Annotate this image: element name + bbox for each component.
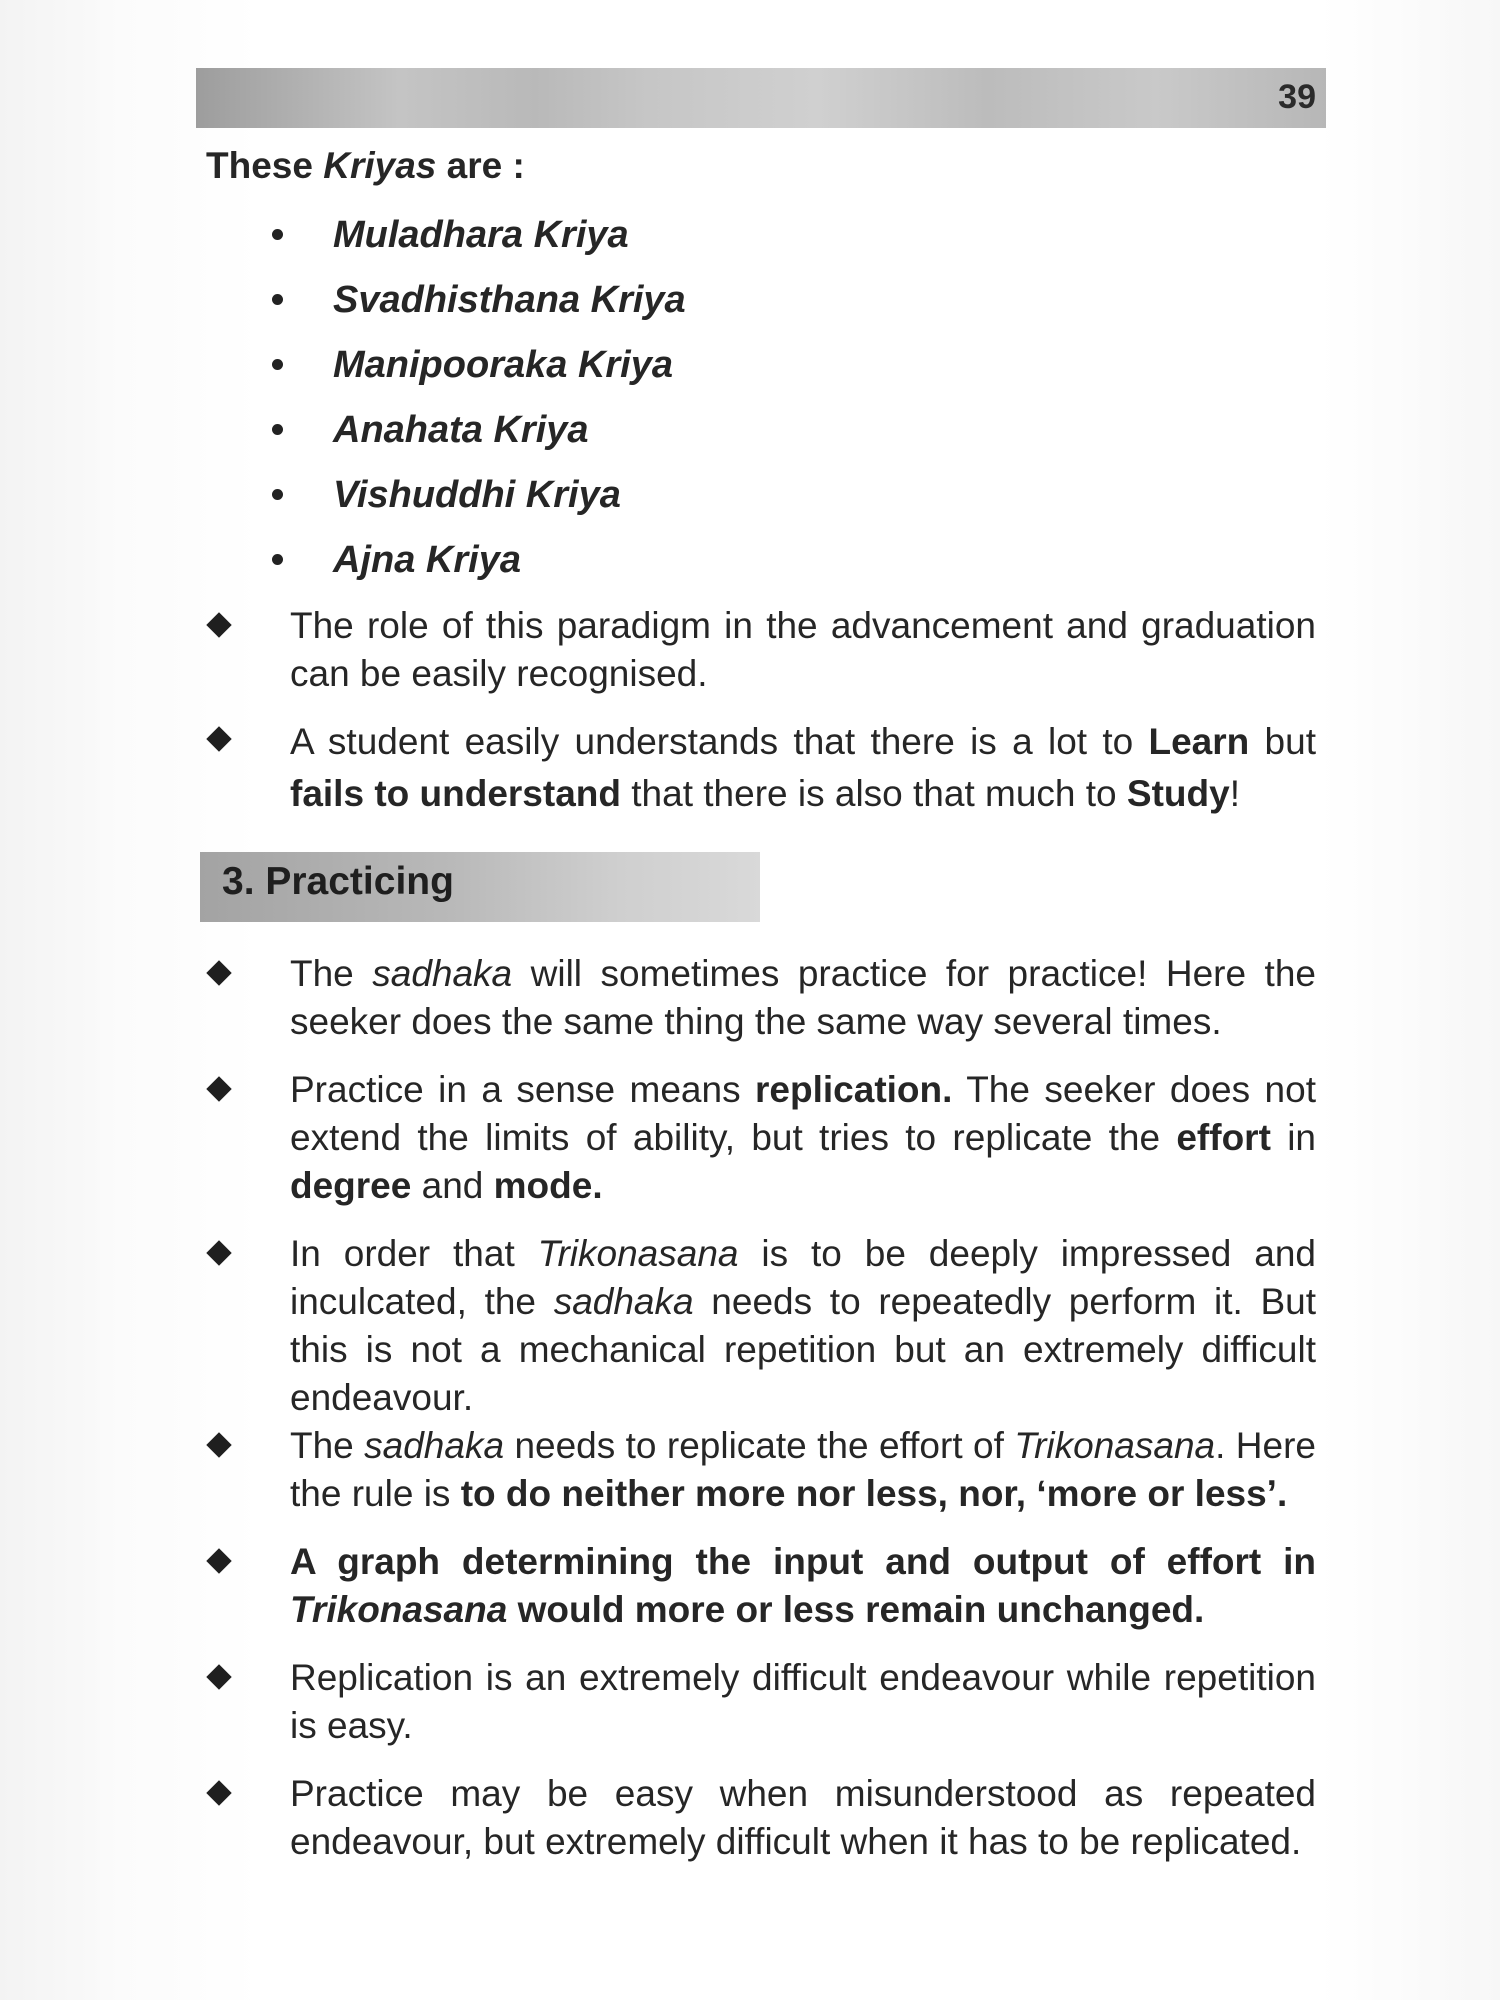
list-item <box>200 1230 1316 1422</box>
list-item <box>200 716 1316 820</box>
diamond-bullet-icon <box>206 960 231 985</box>
bullet-dot-icon <box>272 294 283 305</box>
text-run: A student easily understands that there is a lot to <box>290 721 1149 762</box>
kriya-item <box>272 397 686 462</box>
kriya-item <box>272 332 686 397</box>
kriya-label: Manipooraka Kriya <box>333 343 673 386</box>
section-title: 3. Practicing <box>222 860 454 903</box>
bold-run: Study <box>1126 773 1230 814</box>
italic-run: Trikonasana <box>1014 1425 1216 1466</box>
list-item <box>200 1654 1316 1750</box>
text-run: is to be deeply impressed and inculcated, the <box>290 1233 1316 1322</box>
point-text: Replication is an extremely difficult endeavour while repetition is easy. <box>290 1657 1316 1746</box>
point-text: The role of this paradigm in the advancement and graduation can be easily recognised. <box>290 605 1316 694</box>
text-run: would more or less remain unchanged. <box>507 1589 1205 1630</box>
diamond-bullet-icon <box>206 1432 231 1457</box>
intro-prefix: These <box>206 145 324 186</box>
list-item <box>200 1538 1316 1634</box>
bold-run: Learn <box>1148 721 1250 762</box>
diamond-bullet-icon <box>206 612 231 637</box>
intro-suffix: are : <box>436 145 525 186</box>
text-run: will sometimes practice for practice! Here the seeker does the same thing the same way several times. <box>290 953 1316 1042</box>
list-item <box>200 1770 1316 1866</box>
bold-run: degree <box>290 1165 412 1206</box>
text-run: The <box>290 1425 365 1466</box>
page-number: 39 <box>1278 78 1316 116</box>
text-run: needs to repeatedly perform it. But this is not a mechanical repetition but an extremely difficult endeavour. <box>290 1281 1316 1418</box>
kriya-label: Muladhara Kriya <box>333 213 629 256</box>
list-item <box>200 602 1316 698</box>
italic-run: Trikonasana <box>290 1589 508 1630</box>
text-run: that there is also that much to <box>620 773 1127 814</box>
text-run: A graph determining the input and output of effort in <box>290 1541 1316 1582</box>
section-heading-band <box>200 852 760 922</box>
list-item <box>200 950 1316 1046</box>
list-item <box>200 1422 1316 1518</box>
kriya-list <box>272 202 686 592</box>
top-points-list <box>200 602 1316 820</box>
kriya-item <box>272 462 686 527</box>
bold-run: to do neither more nor less, nor, ‘more or less’. <box>460 1473 1288 1514</box>
bold-run: effort <box>1176 1117 1271 1158</box>
kriya-label: Anahata Kriya <box>333 408 589 451</box>
text-run: The <box>290 953 373 994</box>
text-run: but <box>1249 721 1316 762</box>
text-run: needs to replicate the effort of <box>504 1425 1015 1466</box>
diamond-bullet-icon <box>206 1076 231 1101</box>
italic-run: sadhaka <box>364 1425 505 1466</box>
text-run: and <box>411 1165 494 1206</box>
kriya-item <box>272 527 686 592</box>
page-header-band <box>196 68 1326 128</box>
bold-run: replication. <box>755 1069 953 1110</box>
diamond-bullet-icon <box>206 726 231 751</box>
diamond-bullet-icon <box>206 1664 231 1689</box>
text-run: In order that <box>290 1233 538 1274</box>
bullet-dot-icon <box>272 359 283 370</box>
bullet-dot-icon <box>272 229 283 240</box>
point-text: Practice may be easy when misunderstood as repeated endeavour, but extremely difficult when it has to be replicated. <box>290 1773 1316 1862</box>
kriya-item <box>272 267 686 332</box>
text-run: ! <box>1229 773 1240 814</box>
kriya-label: Svadhisthana Kriya <box>333 278 686 321</box>
kriya-label: Vishuddhi Kriya <box>333 473 621 516</box>
italic-run: sadhaka <box>372 953 513 994</box>
bullet-dot-icon <box>272 489 283 500</box>
bullet-dot-icon <box>272 424 283 435</box>
bold-run: fails to understand <box>290 773 621 814</box>
text-run: The seeker does not extend the limits of ability, but tries to replicate the <box>290 1069 1316 1158</box>
list-item <box>200 1066 1316 1210</box>
diamond-bullet-icon <box>206 1548 231 1573</box>
text-run: in <box>1270 1117 1316 1158</box>
text-run: Practice in a sense means <box>290 1069 756 1110</box>
bullet-dot-icon <box>272 554 283 565</box>
italic-run: sadhaka <box>553 1281 694 1322</box>
kriya-label: Ajna Kriya <box>333 538 521 581</box>
kriya-item <box>272 202 686 267</box>
diamond-bullet-icon <box>206 1240 231 1265</box>
practicing-points-list <box>200 950 1316 1866</box>
diamond-bullet-icon <box>206 1780 231 1805</box>
kriyas-intro <box>206 140 525 192</box>
intro-emphasis: Kriyas <box>323 145 437 186</box>
text-run: . Here the rule is <box>290 1425 1316 1514</box>
bold-run: mode. <box>493 1165 603 1206</box>
italic-run: Trikonasana <box>537 1233 739 1274</box>
